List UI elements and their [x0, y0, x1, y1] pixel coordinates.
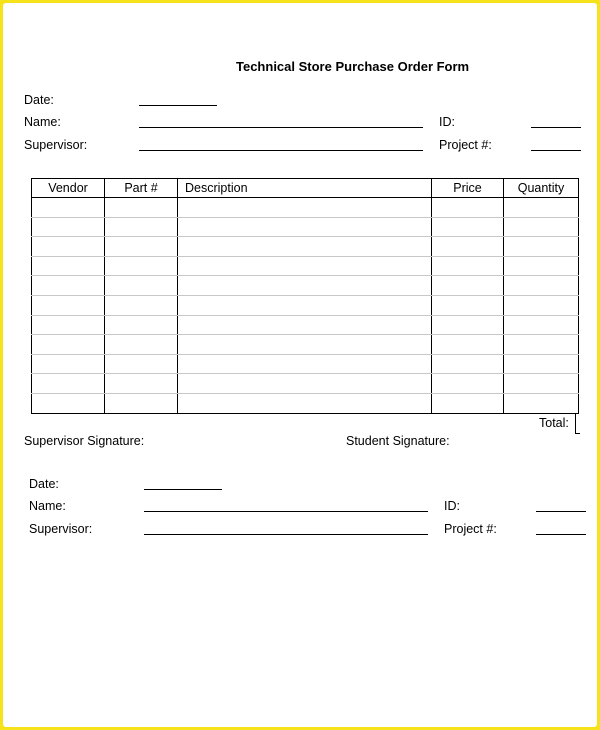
table-cell[interactable] [178, 198, 432, 218]
table-cell[interactable] [178, 237, 432, 257]
table-cell[interactable] [105, 237, 178, 257]
table-cell[interactable] [432, 354, 504, 374]
table-cell[interactable] [105, 217, 178, 237]
date-label: Date: [24, 93, 54, 107]
column-header-price: Price [432, 179, 504, 198]
table-cell[interactable] [178, 354, 432, 374]
column-header-quantity: Quantity [504, 179, 579, 198]
table-row [32, 354, 579, 374]
table-cell[interactable] [105, 354, 178, 374]
table-cell[interactable] [432, 256, 504, 276]
table-cell[interactable] [504, 315, 579, 335]
table-cell[interactable] [178, 315, 432, 335]
table-cell[interactable] [432, 335, 504, 355]
table-cell[interactable] [32, 217, 105, 237]
table-cell[interactable] [32, 295, 105, 315]
table-cell[interactable] [178, 276, 432, 296]
table-cell[interactable] [432, 295, 504, 315]
supervisor-label: Supervisor: [24, 138, 88, 152]
order-table [31, 178, 579, 414]
column-header-vendor: Vendor [32, 179, 105, 198]
footer-id-field[interactable] [536, 511, 586, 512]
table-row [32, 393, 579, 413]
footer-supervisor-label: Supervisor: [29, 522, 93, 536]
table-cell[interactable] [504, 335, 579, 355]
table-cell[interactable] [432, 315, 504, 335]
footer-name-label: Name: [29, 499, 66, 513]
table-cell[interactable] [32, 237, 105, 257]
table-cell[interactable] [178, 393, 432, 413]
footer-id-label: ID: [444, 499, 460, 513]
table-cell[interactable] [432, 276, 504, 296]
id-label: ID: [439, 115, 455, 129]
table-row [32, 217, 579, 237]
project-field[interactable] [531, 150, 581, 151]
table-row [32, 295, 579, 315]
table-cell[interactable] [105, 335, 178, 355]
table-row [32, 237, 579, 257]
table-cell[interactable] [504, 354, 579, 374]
table-cell[interactable] [32, 393, 105, 413]
table-row [32, 335, 579, 355]
table-cell[interactable] [32, 198, 105, 218]
table-cell[interactable] [178, 295, 432, 315]
table-cell[interactable] [105, 276, 178, 296]
footer-name-field[interactable] [144, 511, 428, 512]
table-cell[interactable] [32, 276, 105, 296]
table-cell[interactable] [432, 393, 504, 413]
table-cell[interactable] [504, 393, 579, 413]
table-row [32, 276, 579, 296]
table-cell[interactable] [105, 295, 178, 315]
name-field[interactable] [139, 127, 423, 128]
table-header-row [32, 179, 579, 198]
table-cell[interactable] [504, 276, 579, 296]
table-cell[interactable] [178, 374, 432, 394]
table-cell[interactable] [105, 198, 178, 218]
table-cell[interactable] [105, 315, 178, 335]
column-header-part: Part # [105, 179, 178, 198]
table-cell[interactable] [432, 237, 504, 257]
table-row [32, 198, 579, 218]
column-header-description: Description [178, 179, 432, 198]
form-title: Technical Store Purchase Order Form [236, 59, 470, 74]
table-cell[interactable] [178, 256, 432, 276]
supervisor-field[interactable] [139, 150, 423, 151]
table-cell[interactable] [105, 393, 178, 413]
table-cell[interactable] [32, 256, 105, 276]
table-cell[interactable] [432, 198, 504, 218]
table-cell[interactable] [504, 237, 579, 257]
table-cell[interactable] [32, 354, 105, 374]
table-cell[interactable] [32, 335, 105, 355]
table-cell[interactable] [105, 256, 178, 276]
table-cell[interactable] [432, 217, 504, 237]
footer-project-label: Project #: [444, 522, 497, 536]
table-cell[interactable] [178, 335, 432, 355]
footer-date-field[interactable] [144, 489, 222, 490]
table-cell[interactable] [504, 217, 579, 237]
name-label: Name: [24, 115, 61, 129]
table-cell[interactable] [504, 198, 579, 218]
table-cell[interactable] [32, 374, 105, 394]
table-cell[interactable] [504, 256, 579, 276]
footer-project-field[interactable] [536, 534, 586, 535]
total-label: Total: [539, 416, 569, 430]
table-cell[interactable] [32, 315, 105, 335]
table-cell[interactable] [178, 217, 432, 237]
footer-date-label: Date: [29, 477, 59, 491]
table-cell[interactable] [432, 374, 504, 394]
project-label: Project #: [439, 138, 492, 152]
table-cell[interactable] [504, 295, 579, 315]
table-cell[interactable] [105, 374, 178, 394]
footer-supervisor-field[interactable] [144, 534, 428, 535]
table-row [32, 256, 579, 276]
supervisor-signature-label: Supervisor Signature: [24, 434, 145, 448]
table-row [32, 315, 579, 335]
id-field[interactable] [531, 127, 581, 128]
table-cell[interactable] [504, 374, 579, 394]
total-field[interactable] [575, 413, 580, 434]
student-signature-label: Student Signature: [346, 434, 450, 448]
table-row [32, 374, 579, 394]
date-field[interactable] [139, 105, 217, 106]
